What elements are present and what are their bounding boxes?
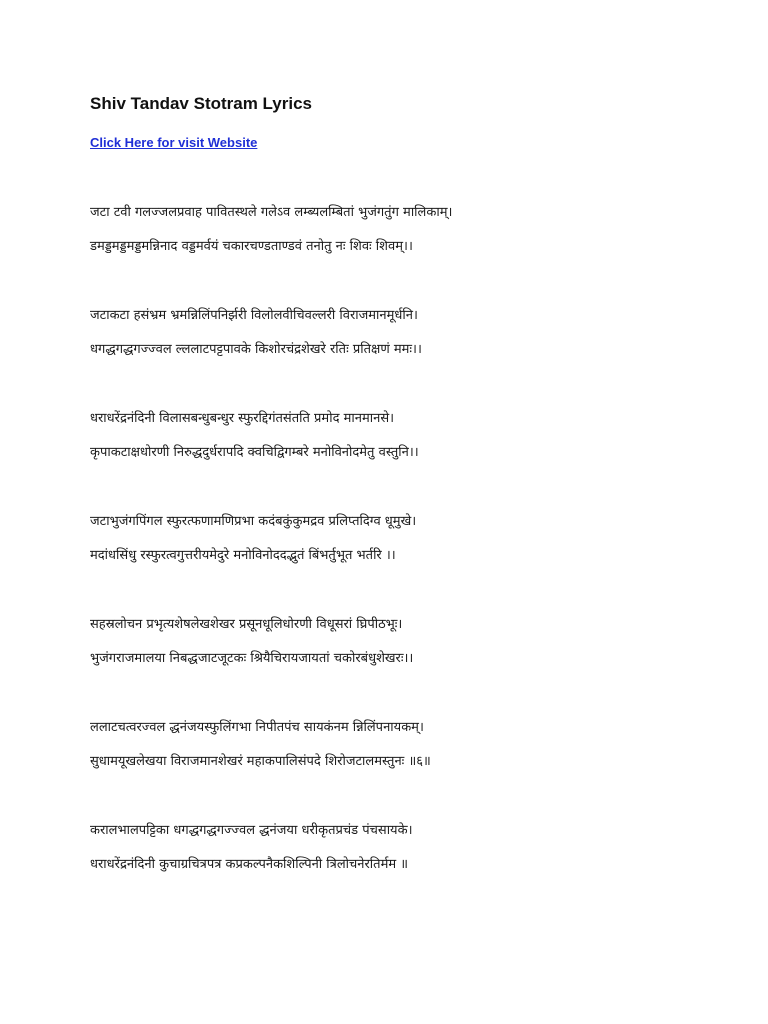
verse-line: कृपाकटाक्षधोरणी निरुद्धदुर्धरापदि क्वचिद्विगम्बरे मनोविनोदमेतु वस्तुनि।। [90,445,419,460]
verse-line: धराधरेंद्रनंदिनी कुचाग्रचित्रपत्र कप्रकल्पनैकशिल्पिनी त्रिलोचनेरतिर्मम ॥ [90,857,409,872]
verse-7 [90,814,730,882]
verse-line: डमड्डमड्डमड्डमन्निनाद वड्डमर्वयं चकारचण्डताण्डवं तनोतु नः शिवः शिवम्।। [90,239,413,254]
verse-5 [90,608,730,676]
verse-line: ललाटचत्वरज्वल द्धनंजयस्फुलिंगभा निपीतपंच सायकंनम न्निलिंपनायकम्। [90,720,424,735]
verse-line: करालभालपट्टिका धगद्धगद्धगज्ज्वल द्धनंजया धरीकृतप्रचंड पंचसायके। [90,823,413,838]
verse-line: मदांधसिंधु रस्फुरत्वगुत्तरीयमेदुरे मनोविनोददद्भुतं बिंभर्तुभूत भर्तरि ।। [90,548,396,563]
page-title: Shiv Tandav Stotram Lyrics [90,94,313,113]
verse-1 [90,196,730,264]
verse-line: जटाभुजंगपिंगल स्फुरत्फणामणिप्रभा कदंबकुंकुमद्रव प्रलिप्तदिग्व धूमुखे। [90,514,417,529]
verse-line: जटा टवी गलज्जलप्रवाह पावितस्थले गलेऽव लम्ब्यलम्बितां भुजंगतुंग मालिकाम्। [90,205,453,220]
verse-6 [90,711,730,779]
verse-line: धगद्धगद्धगज्ज्वल ल्ललाटपट्टपावके किशोरचंद्रशेखरे रतिः प्रतिक्षणं ममः।। [90,342,422,357]
visit-website-link[interactable]: Click Here for visit Website [90,135,258,150]
verse-line: जटाकटा हसंभ्रम भ्रमन्निलिंपनिर्झरी विलोलवीचिवल्लरी विराजमानमूर्धनि। [90,308,418,323]
verse-line: धराधरेंद्रनंदिनी विलासबन्धुबन्धुर स्फुरद्दिगंतसंतति प्रमोद मानमानसे। [90,411,395,426]
verse-line: सुधामयूखलेखया विराजमानशेखरं महाकपालिसंपदे शिरोजटालमस्तुनः ॥६॥ [90,754,431,769]
verse-line: सहस्रलोचन प्रभृत्यशेषलेखशेखर प्रसूनधूलिधोरणी विधूसरां घ्रिपीठभूः। [90,617,403,632]
verse-2 [90,299,730,367]
verse-line: भुजंगराजमालया निबद्धजाटजूटकः श्रियैचिरायजायतां चकोरबंधुशेखरः।। [90,651,414,666]
verse-4 [90,505,730,573]
verse-3 [90,402,730,470]
